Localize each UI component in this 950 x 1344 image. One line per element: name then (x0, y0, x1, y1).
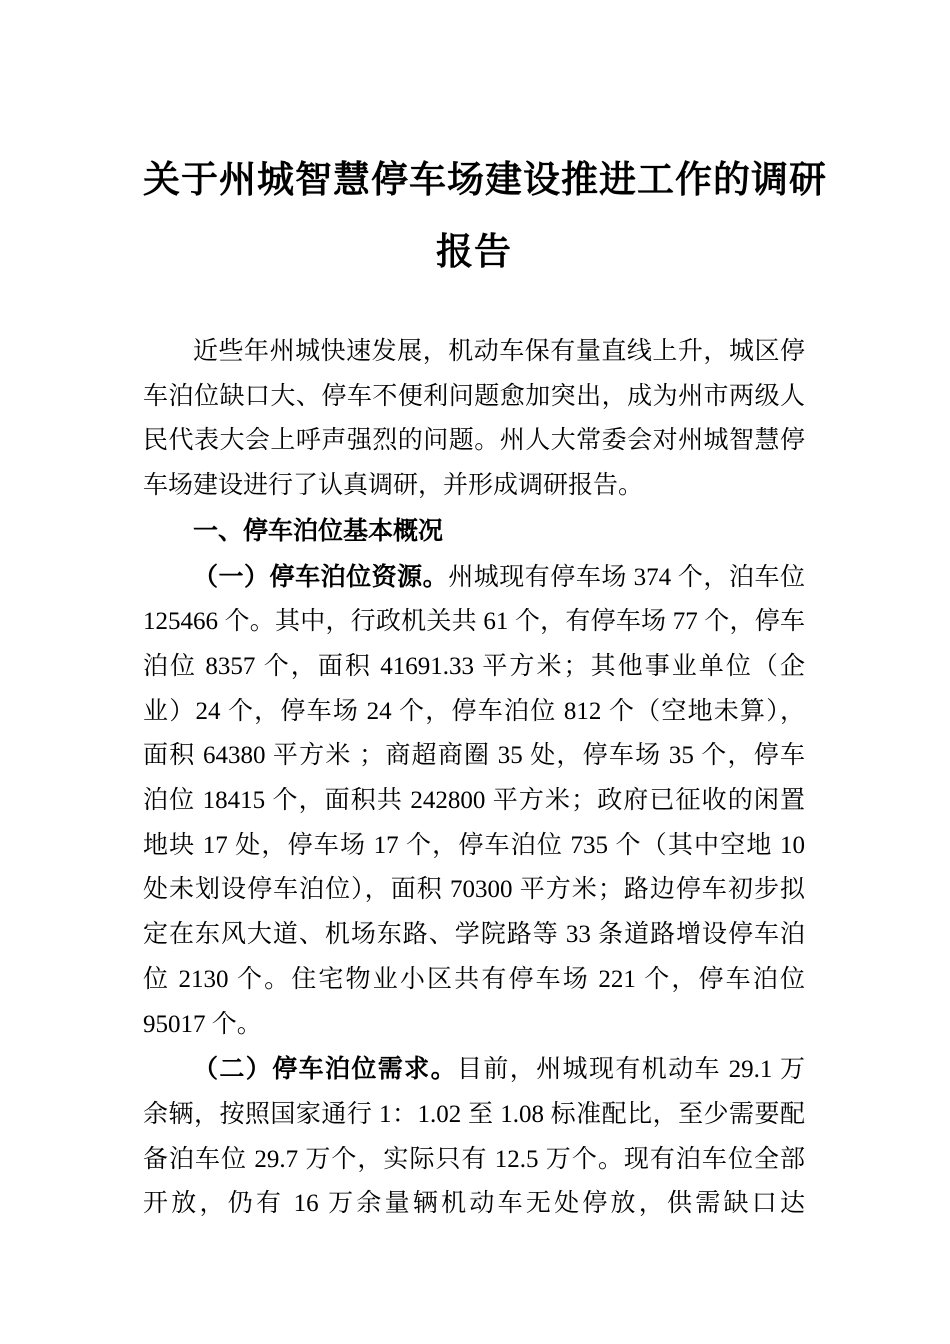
text-line (143, 868, 805, 913)
text-line (143, 1047, 805, 1093)
text-run: 余辆，按照国家通行 1：1.02 至 1.08 标准配比，至少需要配 (143, 1100, 805, 1128)
bold-run: （一）停车泊位资源。 (193, 562, 449, 591)
bold-run: （二）停车泊位需求。 (193, 1055, 457, 1084)
text-line (143, 913, 805, 958)
text-line (143, 464, 805, 509)
text-line (143, 1093, 805, 1138)
document-title (143, 0, 827, 289)
intro-paragraph (143, 330, 805, 509)
text-run: 地块 17 处，停车场 17 个，停车泊位 735 个（其中空地 10 (143, 831, 805, 859)
document-title-line-2: 报告 (436, 232, 512, 273)
text-run: 目前，州城现有机动车 29.1 万 (456, 1056, 805, 1084)
text-run: 定在东风大道、机场东路、学院路等 33 条道路增设停车泊 (143, 921, 805, 949)
text-run: 面积 64380 平方米 ；商超商圈 35 处，停车场 35 个，停车 (143, 742, 805, 770)
parking-demand-paragraph (143, 1047, 805, 1227)
text-run: 州城现有停车场 374 个，泊车位 (448, 563, 805, 591)
text-run: 125466 个。其中，行政机关共 61 个，有停车场 77 个，停车 (143, 608, 805, 636)
text-line (143, 509, 805, 555)
text-line (143, 555, 805, 601)
text-line (143, 1182, 805, 1227)
text-run: 民代表大会上呼声强烈的问题。州人大常委会对州城智慧停 (143, 427, 805, 455)
text-line (143, 734, 805, 779)
text-line (143, 958, 805, 1003)
text-run: 近些年州城快速发展，机动车保有量直线上升，城区停 (193, 338, 805, 365)
text-line (143, 1003, 805, 1048)
text-line (143, 690, 805, 735)
section-1-heading (143, 509, 805, 555)
text-run: 95017 个。 (143, 1010, 262, 1038)
document-title-line-1: 关于州城智慧停车场建设推进工作的调研 (143, 160, 827, 201)
text-line (143, 330, 805, 375)
text-run: 处未划设停车泊位），面积 70300 平方米；路边停车初步拟 (143, 876, 805, 904)
text-line (143, 419, 805, 464)
text-run: 备泊车位 29.7 万个，实际只有 12.5 万个。现有泊车位全部 (143, 1145, 805, 1173)
text-run: 开放，仍有 16 万余量辆机动车无处停放，供需缺口达 (143, 1190, 805, 1218)
document-body (143, 330, 805, 1227)
text-line (143, 645, 805, 690)
text-line (143, 824, 805, 869)
text-line (143, 375, 805, 420)
bold-run: 一、停车泊位基本概况 (193, 516, 444, 545)
parking-resources-paragraph (143, 555, 805, 1048)
text-run: 位 2130 个。住宅物业小区共有停车场 221 个，停车泊位 (143, 965, 805, 993)
text-line (143, 1138, 805, 1183)
text-run: 车场建设进行了认真调研，并形成调研报告。 (143, 472, 644, 500)
text-run: 业）24 个，停车场 24 个，停车泊位 812 个（空地未算）， (143, 697, 805, 725)
text-line (143, 779, 805, 824)
text-run: 泊位 18415 个，面积共 242800 平方米；政府已征收的闲置 (143, 787, 805, 815)
text-line (143, 600, 805, 645)
text-run: 泊位 8357 个，面积 41691.33 平方米；其他事业单位（企 (143, 652, 805, 680)
text-run: 车泊位缺口大、停车不便利问题愈加突出，成为州市两级人 (143, 382, 805, 410)
